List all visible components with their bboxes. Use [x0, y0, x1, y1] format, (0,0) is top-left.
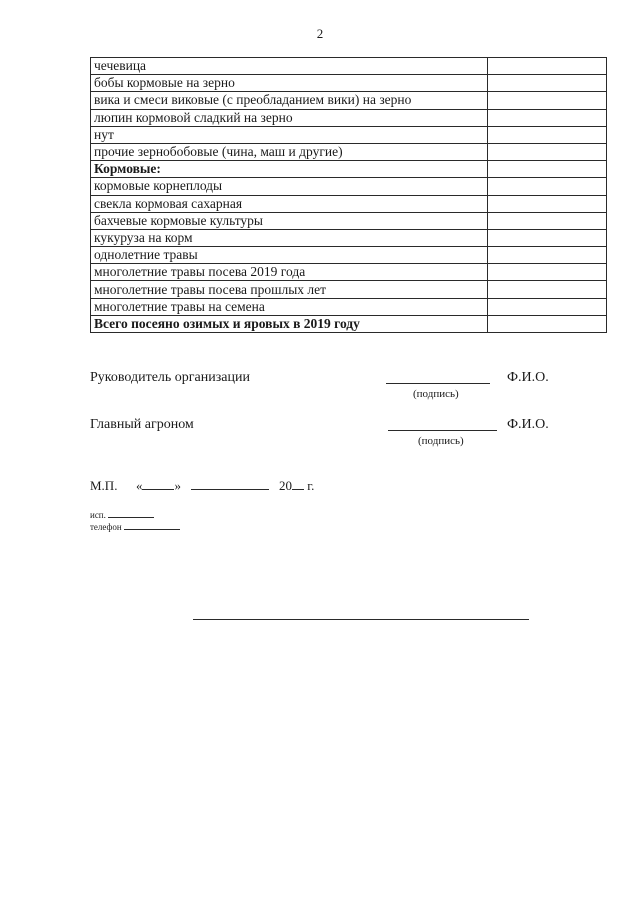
crop-name-cell: многолетние травы посева 2019 года — [91, 264, 488, 281]
executor-blank[interactable] — [108, 510, 154, 518]
table-row — [91, 212, 607, 229]
crop-value-cell[interactable] — [488, 247, 607, 264]
crop-value-cell[interactable] — [488, 298, 607, 315]
date-year-blank[interactable] — [292, 479, 304, 490]
table-row — [91, 58, 607, 75]
table-row — [91, 247, 607, 264]
crop-name-cell: прочие зернобобовые (чина, маш и другие) — [91, 143, 488, 160]
table-row — [91, 126, 607, 143]
executor-line — [90, 510, 154, 520]
crop-name-cell: бахчевые кормовые культуры — [91, 212, 488, 229]
table-row — [91, 92, 607, 109]
crop-name-cell: чечевица — [91, 58, 488, 75]
date-open-quote: « — [135, 478, 143, 493]
crop-name-cell: бобы кормовые на зерно — [91, 75, 488, 92]
crop-value-cell[interactable] — [488, 92, 607, 109]
page-number: 2 — [316, 26, 324, 41]
stamp-date-line — [90, 478, 314, 494]
table-row — [91, 143, 607, 160]
crop-name-cell: Всего посеяно озимых и яровых в 2019 году — [91, 315, 488, 332]
date-month-blank[interactable] — [191, 479, 269, 490]
crop-value-cell[interactable] — [488, 143, 607, 160]
crop-value-cell[interactable] — [488, 264, 607, 281]
crop-value-cell[interactable] — [488, 161, 607, 178]
date-year-suffix: г. — [307, 478, 315, 493]
phone-blank[interactable] — [124, 522, 180, 530]
table-row — [91, 178, 607, 195]
head-fio-label: Ф.И.О. — [507, 370, 549, 385]
table-row — [91, 161, 607, 178]
phone-line — [90, 522, 180, 532]
head-signature-caption: (подпись) — [413, 388, 459, 400]
phone-label: телефон — [90, 522, 122, 532]
head-of-organization-label: Руководитель организации — [90, 370, 250, 385]
chief-agronomist-label: Главный агроном — [90, 417, 194, 432]
crop-name-cell: многолетние травы на семена — [91, 298, 488, 315]
crop-name-cell: Кормовые: — [91, 161, 488, 178]
crop-value-cell[interactable] — [488, 195, 607, 212]
table-row — [91, 264, 607, 281]
crop-name-cell: люпин кормовой сладкий на зерно — [91, 109, 488, 126]
date-close-quote: » — [174, 478, 181, 493]
stamp-mp-label: М.П. — [90, 478, 118, 493]
table-row — [91, 109, 607, 126]
agronomist-fio-label: Ф.И.О. — [507, 417, 549, 432]
table-row — [91, 315, 607, 332]
crop-name-cell: кормовые корнеплоды — [91, 178, 488, 195]
crop-name-cell: нут — [91, 126, 488, 143]
crop-value-cell[interactable] — [488, 212, 607, 229]
crop-value-cell[interactable] — [488, 58, 607, 75]
crop-value-cell[interactable] — [488, 75, 607, 92]
crop-area-table-body — [91, 58, 607, 333]
table-row — [91, 229, 607, 246]
bottom-divider-line — [193, 619, 529, 620]
crop-value-cell[interactable] — [488, 229, 607, 246]
crop-name-cell: кукуруза на корм — [91, 229, 488, 246]
table-row — [91, 195, 607, 212]
crop-name-cell: свекла кормовая сахарная — [91, 195, 488, 212]
crop-value-cell[interactable] — [488, 126, 607, 143]
crop-value-cell[interactable] — [488, 109, 607, 126]
executor-label: исп. — [90, 510, 106, 520]
crop-name-cell: многолетние травы посева прошлых лет — [91, 281, 488, 298]
table-row — [91, 281, 607, 298]
crop-area-table — [90, 57, 607, 333]
agronomist-signature-line[interactable] — [388, 430, 497, 431]
date-year-prefix: 20 — [278, 478, 292, 493]
table-row — [91, 298, 607, 315]
table-row — [91, 75, 607, 92]
crop-name-cell: однолетние травы — [91, 247, 488, 264]
head-signature-line[interactable] — [386, 383, 490, 384]
crop-value-cell[interactable] — [488, 281, 607, 298]
date-day-blank[interactable] — [142, 479, 174, 490]
crop-value-cell[interactable] — [488, 315, 607, 332]
crop-name-cell: вика и смеси виковые (с преобладанием вики) на зерно — [91, 92, 488, 109]
crop-value-cell[interactable] — [488, 178, 607, 195]
agronomist-signature-caption: (подпись) — [418, 435, 464, 447]
